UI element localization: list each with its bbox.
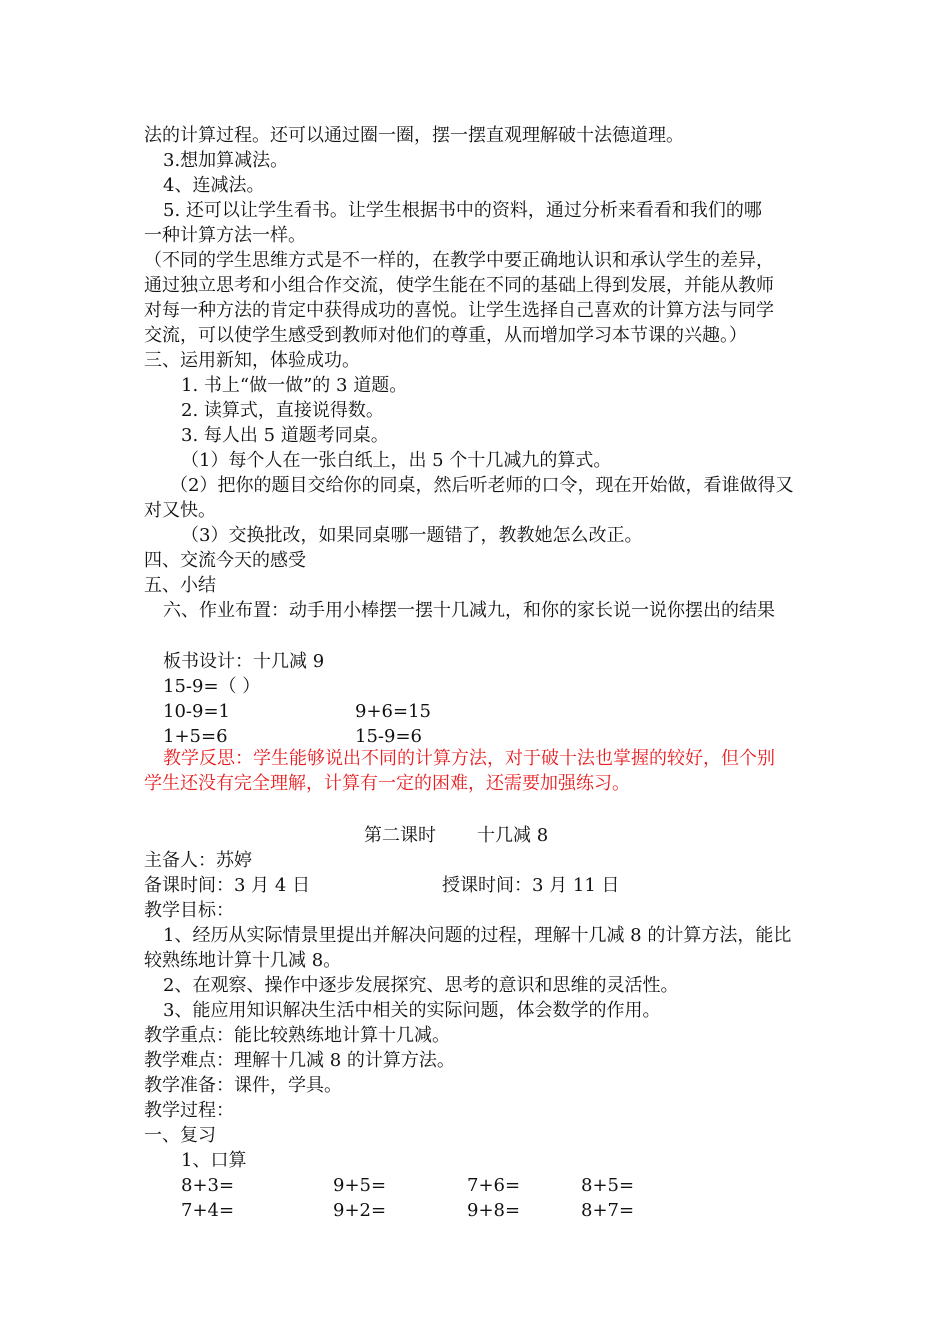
text-line: 教学难点：理解十几减 8 的计算方法。	[144, 1050, 455, 1071]
board-design-title: 板书设计：十几减 9	[163, 651, 325, 672]
board-equation: 10-9=1	[163, 701, 230, 722]
oral-math-item: 9+5=	[333, 1175, 387, 1196]
text-line: 教学重点：能比较熟练地计算十几减。	[144, 1025, 450, 1046]
text-line: 2、在观察、操作中逐步发展探究、思考的意识和思维的灵活性。	[163, 975, 679, 996]
text-line: 3、能应用知识解决生活中相关的实际问题，体会数学的作用。	[163, 1000, 661, 1021]
oral-math-item: 9+2=	[333, 1200, 387, 1221]
oral-math-item: 7+4=	[181, 1200, 235, 1221]
section-heading: 三、运用新知，体验成功。	[144, 350, 360, 371]
text-line: 对每一种方法的肯定中获得成功的喜悦。让学生选择自己喜欢的计算方法与同学	[144, 300, 774, 321]
board-equation: 15-9=6	[355, 726, 422, 747]
oral-math-item: 8+3=	[181, 1175, 235, 1196]
section-heading: 一、复习	[144, 1125, 216, 1146]
board-equation: 1+5=6	[163, 726, 228, 747]
text-line: （2）把你的题目交给你的同桌，然后听老师的口令，现在开始做，看谁做得又	[170, 475, 794, 496]
text-line: 对又快。	[144, 500, 216, 521]
text-line: 1、经历从实际情景里提出并解决问题的过程，理解十几减 8 的计算方法，能比	[163, 925, 792, 946]
board-equation: 15-9=（ ）	[163, 676, 261, 697]
lesson-title: 十几减 8	[477, 825, 549, 846]
preparer: 主备人：苏婷	[144, 850, 252, 871]
text-line: 一种计算方法一样。	[144, 225, 306, 246]
text-line: 5. 还可以让学生看书。让学生根据书中的资料，通过分析来看看和我们的哪	[163, 200, 762, 221]
section-heading: 四、交流今天的感受	[144, 550, 306, 571]
board-equation: 9+6=15	[355, 701, 431, 722]
text-line: 4、连减法。	[163, 175, 265, 196]
text-line: 教学准备：课件，学具。	[144, 1075, 342, 1096]
teach-time: 授课时间：3 月 11 日	[442, 875, 620, 896]
text-line: 1. 书上“做一做”的 3 道题。	[181, 375, 408, 396]
oral-math-item: 9+8=	[467, 1200, 521, 1221]
lesson-title: 第二课时	[364, 825, 436, 846]
text-line: 2. 读算式，直接说得数。	[181, 400, 384, 421]
text-line: 交流，可以使学生感受到教师对他们的尊重，从而增加学习本节课的兴趣。）	[144, 325, 747, 346]
oral-math-item: 7+6=	[467, 1175, 521, 1196]
oral-math-item: 8+5=	[581, 1175, 635, 1196]
section-heading: 教学目标：	[144, 900, 234, 921]
text-line: 3.想加算减法。	[163, 150, 289, 171]
section-heading: 五、小结	[144, 575, 216, 596]
text-line: 1、口算	[181, 1150, 247, 1171]
section-heading: 教学过程：	[144, 1100, 234, 1121]
text-line: （1）每个人在一张白纸上，出 5 个十几减九的算式。	[181, 450, 612, 471]
teaching-reflection: 教学反思：学生能够说出不同的计算方法，对于破十法也掌握的较好，但个别	[163, 748, 775, 769]
text-line: 通过独立思考和小组合作交流，使学生能在不同的基础上得到发展，并能从教师	[144, 275, 774, 296]
prep-time: 备课时间：3 月 4 日	[144, 875, 311, 896]
text-line: 3. 每人出 5 道题考同桌。	[181, 425, 389, 446]
teaching-reflection: 学生还没有完全理解，计算有一定的困难，还需要加强练习。	[144, 773, 630, 794]
text-line: 法的计算过程。还可以通过圈一圈，摆一摆直观理解破十法德道理。	[144, 125, 684, 146]
text-line: （不同的学生思维方式是不一样的，在教学中要正确地认识和承认学生的差异，	[144, 250, 774, 271]
oral-math-item: 8+7=	[581, 1200, 635, 1221]
text-line: （3）交换批改，如果同桌哪一题错了，教教她怎么改正。	[181, 525, 643, 546]
text-line: 较熟练地计算十几减 8。	[144, 950, 342, 971]
text-line: 六、作业布置：动手用小棒摆一摆十几减九，和你的家长说一说你摆出的结果	[163, 600, 775, 621]
